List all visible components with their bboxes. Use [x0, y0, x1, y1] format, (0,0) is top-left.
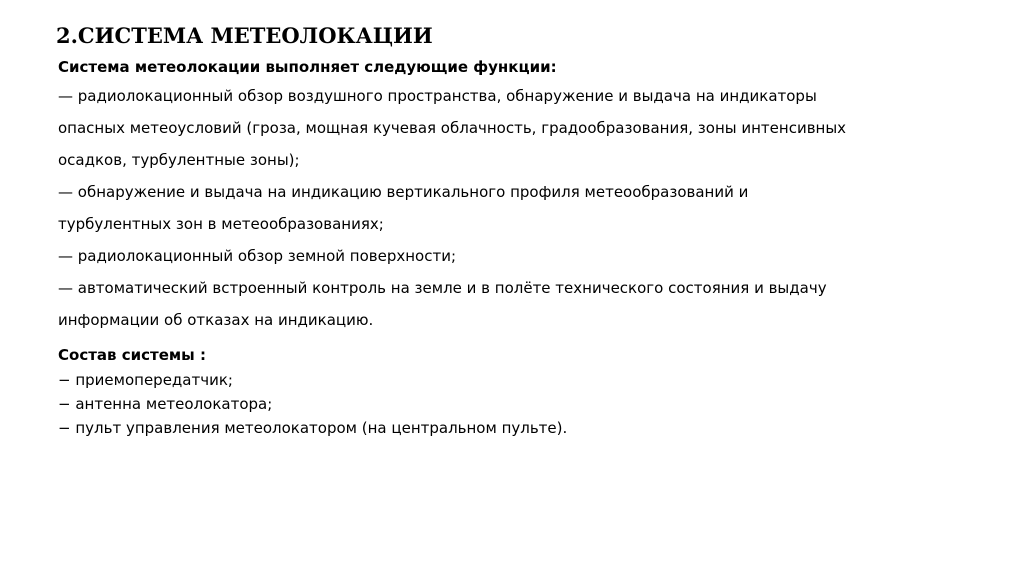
slide-content [58, 54, 958, 440]
functions-heading: Система метеолокации выполняет следующие функции: [58, 58, 557, 76]
composition-item-2: − антенна метеолокатора; [58, 395, 273, 413]
composition-item-3: − пульт управления метеолокатором (на центральном пульте). [58, 419, 568, 437]
slide-title: 2.СИСТЕМА МЕТЕОЛОКАЦИИ [56, 23, 433, 48]
function-item-4: — автоматический встроенный контроль на земле и в полёте технического состояния и выдачу информации об отказах на индикацию. [58, 279, 827, 329]
composition-list [58, 368, 958, 440]
functions-list [58, 80, 958, 336]
function-item-2: — обнаружение и выдача на индикацию вертикального профиля метеообразований и турбулентных зон в метеообразованиях; [58, 183, 749, 233]
composition-item-1: − приемопередатчик; [58, 371, 233, 389]
function-item-3: — радиолокационный обзор земной поверхности; [58, 247, 457, 265]
composition-heading: Состав системы : [58, 346, 206, 364]
function-item-1: — радиолокационный обзор воздушного пространства, обнаружение и выдача на индикаторы опасных метеоусловий (гроза, мощная кучевая облачность, градообразования, зоны интенсивных осадков, турбулентные зоны); [58, 87, 847, 169]
